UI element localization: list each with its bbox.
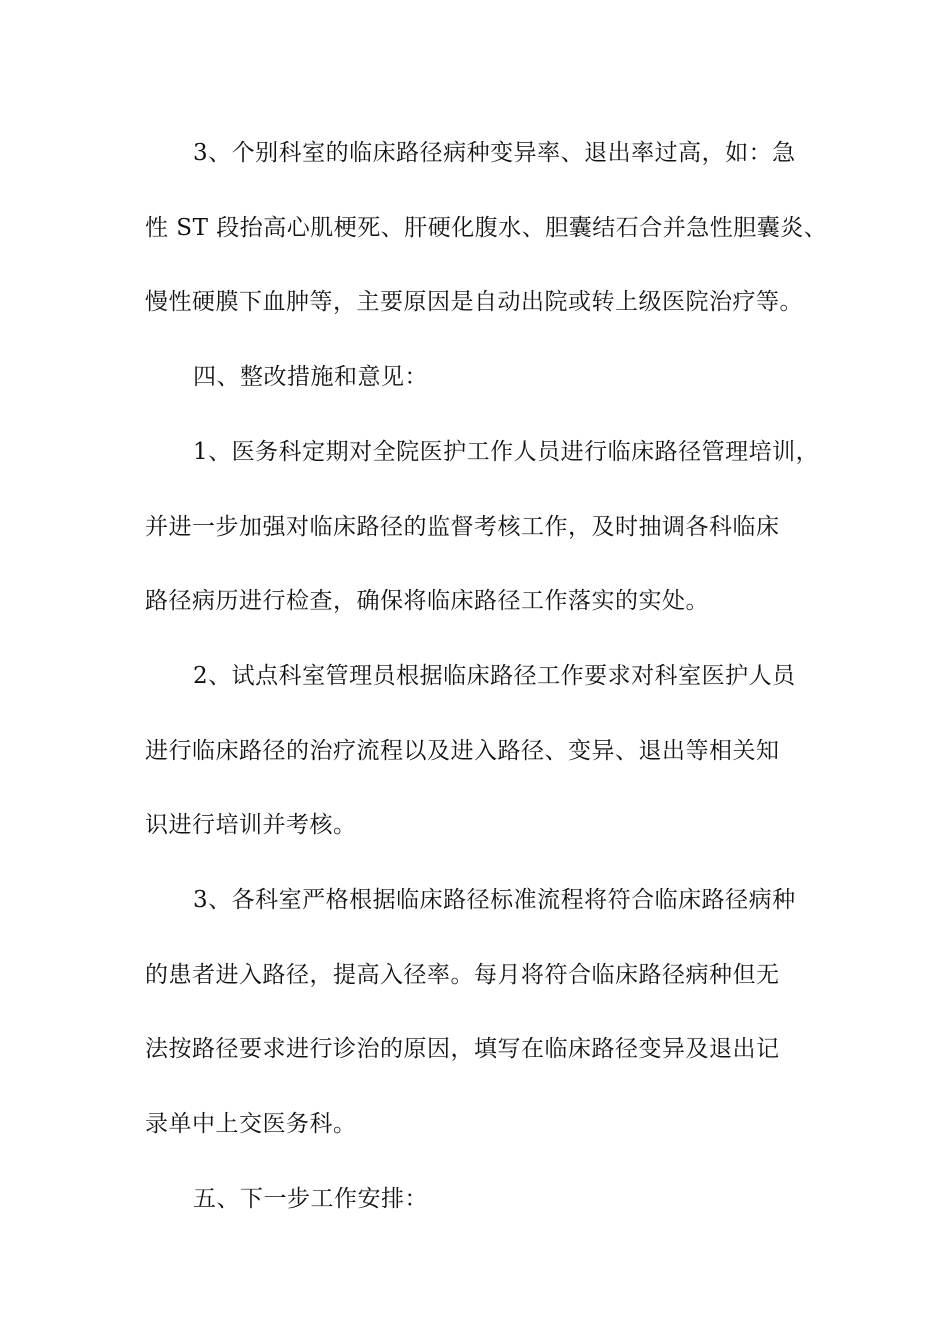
paragraph-line: 2、试点科室管理员根据临床路径工作要求对科室医护人员 <box>193 663 796 689</box>
paragraph-line: 法按路径要求进行诊治的原因，填写在临床路径变异及退出记 <box>145 1036 780 1062</box>
paragraph-line: 3、个别科室的临床路径病种变异率、退出率过高，如：急 <box>193 140 796 166</box>
paragraph-line: 录单中上交医务科。 <box>145 1111 357 1137</box>
paragraph-line: 3、各科室严格根据临床路径标准流程将符合临床路径病种 <box>193 887 796 913</box>
paragraph-line: 的患者进入路径，提高入径率。每月将符合临床路径病种但无 <box>145 962 780 988</box>
paragraph-line: 性 ST 段抬高心肌梗死、肝硬化腹水、胆囊结石合并急性胆囊炎、 <box>145 215 828 241</box>
section-heading: 五、下一步工作安排： <box>193 1186 428 1212</box>
paragraph-line: 进行临床路径的治疗流程以及进入路径、变异、退出等相关知 <box>145 738 780 764</box>
paragraph-line: 并进一步加强对临床路径的监督考核工作，及时抽调各科临床 <box>145 514 780 540</box>
paragraph-line: 慢性硬膜下血肿等，主要原因是自动出院或转上级医院治疗等。 <box>145 289 803 315</box>
paragraph-line: 识进行培训并考核。 <box>145 812 357 838</box>
section-heading: 四、整改措施和意见： <box>193 364 428 390</box>
paragraph-line: 1、医务科定期对全院医护工作人员进行临床路径管理培训， <box>193 439 820 465</box>
paragraph-line: 路径病历进行检查，确保将临床路径工作落实的实处。 <box>145 588 709 614</box>
